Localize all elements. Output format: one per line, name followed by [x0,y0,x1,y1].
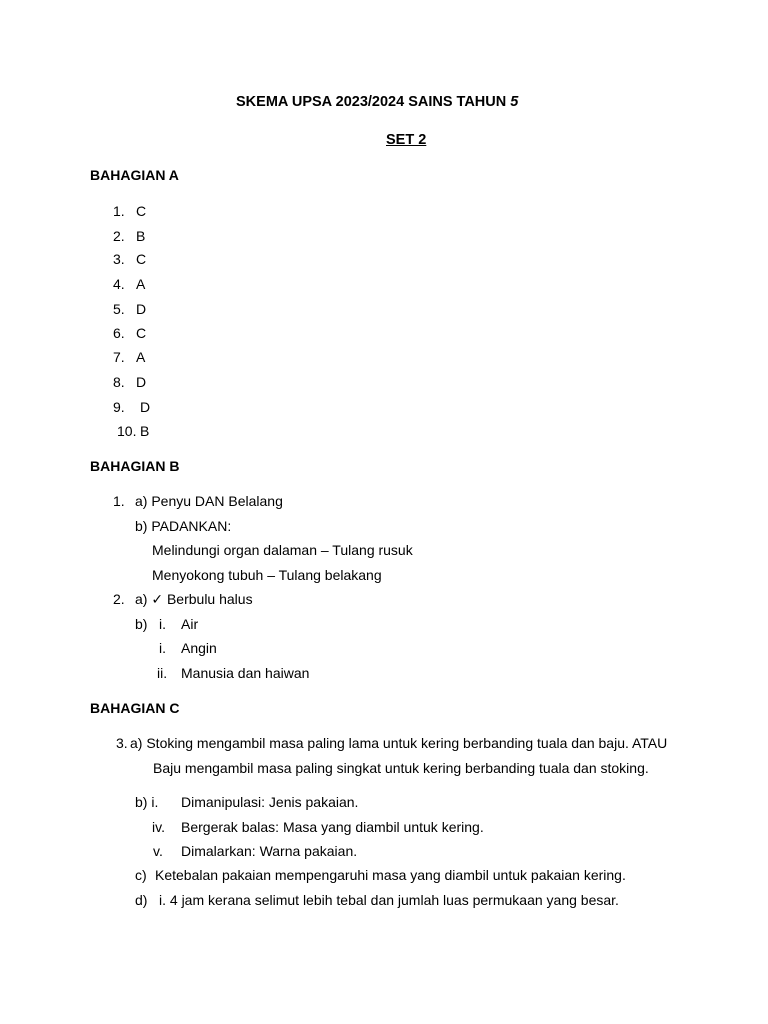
answer-value: C [136,203,147,219]
answer-value: D [136,374,147,390]
q3-b-item-text: Dimalarkan: Warna pakaian. [181,843,358,859]
answer-value: D [140,399,151,415]
q3-b-item-number: v. [153,843,163,859]
q2-item-number: ii. [157,665,168,681]
answer-number: 3. [113,251,125,267]
q1-part-a: a) Penyu DAN Belalang [135,493,283,509]
answer-number: 7. [113,349,125,365]
answer-value: A [136,276,146,292]
answer-value: D [136,301,147,317]
title-text: SKEMA UPSA 2023/2024 SAINS TAHUN [236,94,511,110]
q3-b-item-text: Dimanipulasi: Jenis pakaian. [181,794,359,810]
q1-match-1: Melindungi organ dalaman – Tulang rusuk [152,542,413,558]
answer-number: 10. [117,423,137,439]
q3-b-item-text: Bergerak balas: Masa yang diambil untuk kering. [181,819,484,835]
question-number: 2. [113,591,125,607]
q3-part-c-label: c) [135,867,147,883]
q3-part-b-label: b) i. [135,794,159,810]
answer-number: 2. [113,228,125,244]
answer-number: 6. [113,325,125,341]
q3-part-d-label: d) [135,892,148,908]
q2-item-text: Air [181,616,199,632]
q3-part-a-line1: a) Stoking mengambil masa paling lama untuk kering berbanding tuala dan baju. ATAU [130,735,668,751]
q2-item-text: Angin [181,640,217,656]
answer-number: 1. [113,203,125,219]
section-b-heading: BAHAGIAN B [90,458,180,474]
question-number: 1. [113,493,125,509]
q1-match-2: Menyokong tubuh – Tulang belakang [152,567,382,583]
answer-number: 8. [113,374,125,390]
q2-item-text: Manusia dan haiwan [181,665,310,681]
answer-number: 4. [113,276,125,292]
question-number: 3. [116,735,128,751]
q2-part-b-label: b) [135,616,148,632]
section-a-heading: BAHAGIAN A [90,167,179,183]
q2-item-number: i. [159,640,166,656]
q3-part-c-text: Ketebalan pakaian mempengaruhi masa yang diambil untuk pakaian kering. [155,867,626,883]
answer-item [113,203,125,220]
document-title [236,94,518,111]
answer-value: B [140,423,150,439]
q2-item-number: i. [159,616,166,632]
q1-part-b: b) PADANKAN: [135,518,232,534]
answer-value: C [136,325,147,341]
answer-value: A [136,349,146,365]
title-year: 5 [510,94,519,110]
q3-b-item-number: iv. [152,819,165,835]
section-c-heading: BAHAGIAN C [90,700,180,716]
q2-part-a: a) ✓ Berbulu halus [135,591,253,607]
answer-number: 5. [113,301,125,317]
q3-part-a-line2: Baju mengambil masa paling singkat untuk kering berbanding tuala dan stoking. [153,760,649,776]
answer-number: 9. [113,399,125,415]
answer-value: C [136,251,147,267]
answer-value: B [136,228,146,244]
set-label: SET 2 [386,132,427,148]
q3-part-d-text: i. 4 jam kerana selimut lebih tebal dan jumlah luas permukaan yang besar. [159,892,619,908]
